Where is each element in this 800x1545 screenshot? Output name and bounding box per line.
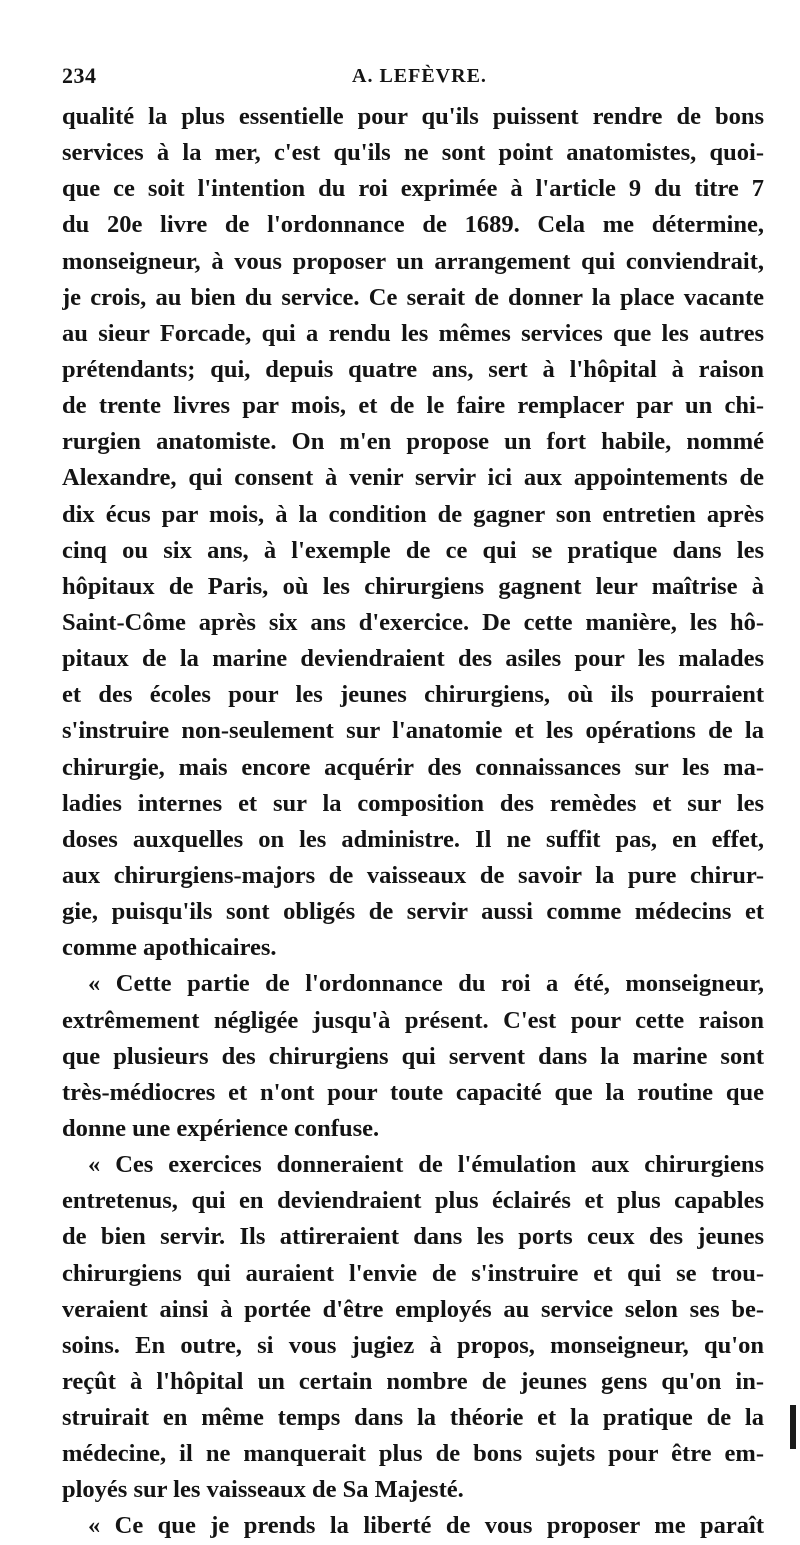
text-line: et des écoles pour les jeunes chirurgiens, où ils pourraient (62, 681, 764, 709)
text-line: pitaux de la marine deviendraient des asiles pour les malades (62, 645, 764, 673)
body-text (62, 99, 764, 1545)
text-line: monseigneur, à vous proposer un arrangement qui conviendrait, (62, 247, 764, 275)
text-line: reçût à l'hôpital un certain nombre de jeunes gens qu'on in- (62, 1367, 764, 1395)
text-line: dix écus par mois, à la condition de gagner son entretien après (62, 500, 764, 528)
text-line: « Ce que je prends la liberté de vous proposer me paraît (88, 1512, 764, 1540)
text-line: cinq ou six ans, à l'exemple de ce qui se pratique dans les (62, 536, 764, 564)
text-line: soins. En outre, si vous jugiez à propos, monseigneur, qu'on (62, 1331, 764, 1359)
text-line: très-médiocres et n'ont pour toute capacité que la routine que (62, 1078, 764, 1106)
page-header (62, 63, 762, 97)
text-line: struirait en même temps dans la théorie et la pratique de la (62, 1404, 764, 1432)
text-line: aux chirurgiens-majors de vaisseaux de savoir la pure chirur- (62, 861, 764, 889)
text-line: prétendants; qui, depuis quatre ans, sert à l'hôpital à raison (62, 355, 764, 383)
text-line: hôpitaux de Paris, où les chirurgiens gagnent leur maîtrise à (62, 572, 764, 600)
text-line: rurgien anatomiste. On m'en propose un fort habile, nommé (62, 428, 764, 456)
page-edge-shadow (790, 1405, 796, 1449)
text-line: services à la mer, c'est qu'ils ne sont point anatomistes, quoi- (62, 139, 764, 167)
text-line: donne une expérience confuse. (62, 1114, 380, 1142)
text-line: extrêmement négligée jusqu'à présent. C'est pour cette raison (62, 1006, 764, 1034)
text-line: que plusieurs des chirurgiens qui servent dans la marine sont (62, 1042, 764, 1070)
text-line: « Cette partie de l'ordonnance du roi a été, monseigneur, (88, 970, 764, 998)
text-line: au sieur Forcade, qui a rendu les mêmes services que les autres (62, 319, 764, 347)
text-line: qualité la plus essentielle pour qu'ils puissent rendre de bons (62, 103, 764, 130)
text-line: « Ces exercices donneraient de l'émulation aux chirurgiens (88, 1151, 764, 1179)
text-line: s'instruire non-seulement sur l'anatomie et les opérations de la (62, 717, 764, 745)
text-line: ladies internes et sur la composition des remèdes et sur les (62, 789, 764, 817)
text-line: Alexandre, qui consent à venir servir ici aux appointements de (62, 464, 764, 492)
running-head: A. LEFÈVRE. (352, 65, 487, 87)
text-line: veraient ainsi à portée d'être employés au service selon ses be- (62, 1295, 764, 1323)
text-line: médecine, il ne manquerait plus de bons sujets pour être em- (62, 1440, 764, 1468)
text-line: comme apothicaires. (62, 934, 277, 962)
page-number: 234 (62, 63, 97, 88)
text-line: de trente livres par mois, et de le faire remplacer par un chi- (62, 392, 764, 420)
text-line: gie, puisqu'ils sont obligés de servir aussi comme médecins et (62, 898, 764, 926)
text-line: Saint-Côme après six ans d'exercice. De cette manière, les hô- (62, 608, 764, 636)
text-line: de bien servir. Ils attireraient dans les ports ceux des jeunes (62, 1223, 764, 1251)
text-line: ployés sur les vaisseaux de Sa Majesté. (62, 1476, 464, 1504)
text-line: je crois, au bien du service. Ce serait de donner la place vacante (62, 283, 764, 311)
text-line: chirurgie, mais encore acquérir des connaissances sur les ma- (62, 753, 764, 781)
text-line: doses auxquelles on les administre. Il ne suffit pas, en effet, (62, 825, 764, 853)
text-line: chirurgiens qui auraient l'envie de s'instruire et qui se trou- (62, 1259, 764, 1287)
text-line: du 20e livre de l'ordonnance de 1689. Cela me détermine, (62, 211, 764, 239)
text-line: que ce soit l'intention du roi exprimée à l'article 9 du titre 7 (62, 175, 764, 203)
text-line: entretenus, qui en deviendraient plus éclairés et plus capables (62, 1187, 764, 1215)
